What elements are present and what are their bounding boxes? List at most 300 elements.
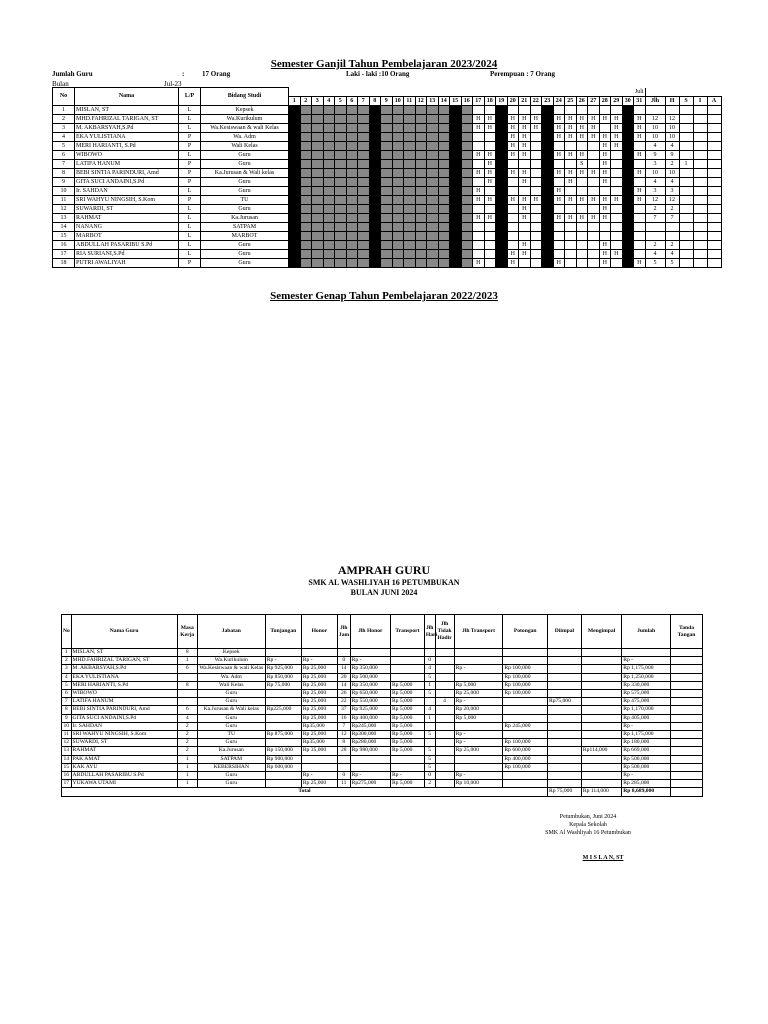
day-cell: H <box>599 204 611 213</box>
day-cell: H <box>634 132 646 141</box>
row-no: 12 <box>53 204 75 213</box>
row-s <box>679 249 693 258</box>
row-i <box>693 249 707 258</box>
pay-jlh-transport: Rp - <box>454 665 503 673</box>
row-jlh: 9 <box>645 150 665 159</box>
day-cell <box>484 132 496 141</box>
pay-jumlah: Rp 1,175,000 <box>622 731 671 739</box>
day-cell: H <box>599 114 611 123</box>
row-nama: SUWARDI, ST <box>75 204 179 213</box>
day-cell: H <box>473 150 485 159</box>
day-cell <box>622 213 634 222</box>
pay-hari: 5 <box>424 763 435 771</box>
pay-tidak <box>435 673 454 681</box>
sign-place-date: Petumbukan, Juni 2024 <box>559 814 617 820</box>
pay-nama: LATIFA HANUM <box>71 698 177 706</box>
day-cell <box>565 231 577 240</box>
day-cell <box>392 114 404 123</box>
row-nama: NANANG <box>75 222 179 231</box>
day-cell <box>588 105 600 114</box>
day-cell <box>404 222 416 231</box>
pay-jlh-honor: Rp 400,000 <box>350 714 390 722</box>
day-cell <box>622 168 634 177</box>
day-cell <box>542 195 554 204</box>
row-a <box>707 240 721 249</box>
payroll-row <box>62 657 703 665</box>
payroll-row <box>62 698 703 706</box>
pay-jumlah: Rp 1,175,000 <box>622 665 671 673</box>
day-cell <box>346 123 358 132</box>
day-cell <box>415 123 427 132</box>
day-cell <box>392 150 404 159</box>
pay-mengimpal <box>581 698 621 706</box>
row-a <box>707 231 721 240</box>
pay-jam: 37 <box>337 706 350 714</box>
pay-honor <box>301 649 337 657</box>
pay-diimpal <box>547 665 581 673</box>
day-cell <box>507 186 519 195</box>
pay-jam: 0 <box>337 772 350 780</box>
day-cell <box>358 141 370 150</box>
pay-masa <box>177 690 197 698</box>
pay-tunjangan: Rp 850,000 <box>265 673 301 681</box>
day-cell <box>346 105 358 114</box>
day-cell <box>289 240 301 249</box>
day-cell <box>496 186 508 195</box>
day-cell: H <box>599 159 611 168</box>
day-cell <box>415 213 427 222</box>
pay-hari: 0 <box>424 657 435 665</box>
day-cell <box>369 159 381 168</box>
day-cell: H <box>565 132 577 141</box>
day-cell <box>622 240 634 249</box>
pay-no: 5 <box>62 681 72 689</box>
day-cell <box>335 105 347 114</box>
day-cell <box>542 231 554 240</box>
day-cell <box>542 249 554 258</box>
pay-transport <box>390 665 424 673</box>
row-lp: P <box>179 168 201 177</box>
day-cell <box>415 177 427 186</box>
day-cell: H <box>576 168 588 177</box>
day-cell: H <box>576 150 588 159</box>
day-cell <box>438 141 450 150</box>
payroll-row <box>62 665 703 673</box>
row-lp: L <box>179 231 201 240</box>
day-cell <box>576 141 588 150</box>
pay-hari: 4 <box>424 706 435 714</box>
pay-transport <box>390 755 424 763</box>
pay-jam: 7 <box>337 722 350 730</box>
pay-mengimpal <box>581 673 621 681</box>
day-cell <box>576 177 588 186</box>
pay-masa <box>177 673 197 681</box>
pay-masa: 2 <box>177 747 197 755</box>
day-cell: H <box>565 213 577 222</box>
payroll-row <box>62 681 703 689</box>
pay-tunjangan <box>265 698 301 706</box>
day-cell <box>496 204 508 213</box>
row-a <box>707 213 721 222</box>
day-cell <box>438 213 450 222</box>
row-nama: GITA SUCI ANDAINI,S.Pd <box>75 177 179 186</box>
day-cell <box>415 186 427 195</box>
day-cell <box>542 123 554 132</box>
row-jlh: 12 <box>645 195 665 204</box>
pay-jabatan: KEBERSIHAN <box>197 763 265 771</box>
day-cell: H <box>588 195 600 204</box>
pay-tunjangan: Rp 925,000 <box>265 665 301 673</box>
payroll-row <box>62 722 703 730</box>
day-header: 8 <box>369 96 381 105</box>
pay-jabatan: SATPAM <box>197 755 265 763</box>
day-cell <box>576 105 588 114</box>
day-cell <box>450 141 462 150</box>
att-col-i: I <box>693 96 707 105</box>
day-header: 30 <box>622 96 634 105</box>
day-cell <box>392 195 404 204</box>
payroll-row <box>62 649 703 657</box>
day-cell <box>542 258 554 267</box>
day-cell <box>358 159 370 168</box>
day-cell <box>634 204 646 213</box>
day-cell <box>530 150 542 159</box>
row-lp: P <box>179 141 201 150</box>
day-cell <box>415 150 427 159</box>
day-header: 31 <box>634 96 646 105</box>
pay-honor: Rp 25,000 <box>301 698 337 706</box>
day-cell <box>634 222 646 231</box>
day-cell <box>438 249 450 258</box>
day-cell <box>450 240 462 249</box>
pay-nama: MHD.FAHRIZAL TARIGAN, ST <box>71 657 177 665</box>
day-cell <box>553 240 565 249</box>
row-bidang: Guru <box>201 186 289 195</box>
day-cell <box>461 177 473 186</box>
day-cell <box>346 177 358 186</box>
row-jlh: 4 <box>645 249 665 258</box>
day-cell <box>300 258 312 267</box>
day-cell <box>312 150 324 159</box>
pay-mengimpal <box>581 780 621 788</box>
day-cell <box>484 249 496 258</box>
pay-tunjangan <box>265 714 301 722</box>
day-cell <box>427 168 439 177</box>
day-cell: H <box>634 123 646 132</box>
pay-jam: 14 <box>337 665 350 673</box>
day-cell <box>496 132 508 141</box>
day-cell <box>496 168 508 177</box>
pay-transport: Rp - <box>390 772 424 780</box>
day-header: 7 <box>358 96 370 105</box>
day-cell <box>450 213 462 222</box>
day-cell <box>599 186 611 195</box>
day-cell <box>335 141 347 150</box>
pay-honor: Rp - <box>301 657 337 665</box>
day-cell <box>323 186 335 195</box>
day-cell <box>496 114 508 123</box>
total-tanda <box>671 788 703 796</box>
day-cell <box>634 159 646 168</box>
day-cell: H <box>484 159 496 168</box>
row-a <box>707 123 721 132</box>
day-cell <box>553 249 565 258</box>
pay-jam <box>337 763 350 771</box>
day-cell <box>415 132 427 141</box>
day-cell: H <box>519 204 531 213</box>
day-cell: H <box>588 168 600 177</box>
pay-honor <box>301 763 337 771</box>
day-cell: H <box>599 213 611 222</box>
day-cell <box>415 231 427 240</box>
pay-tidak <box>435 722 454 730</box>
day-cell <box>588 231 600 240</box>
day-cell <box>484 186 496 195</box>
day-cell <box>381 177 393 186</box>
pay-tunjangan <box>265 739 301 747</box>
row-i <box>693 150 707 159</box>
day-cell <box>312 258 324 267</box>
day-cell <box>323 258 335 267</box>
pay-jumlah: Rp 500,000 <box>622 763 671 771</box>
day-cell: H <box>565 168 577 177</box>
row-jlh: 10 <box>645 123 665 132</box>
day-header: 13 <box>427 96 439 105</box>
day-cell <box>622 249 634 258</box>
pay-honor: Rp35,000 <box>301 739 337 747</box>
col-jlh-transport: Jlh Transport <box>454 615 503 649</box>
col-nama-guru: Nama Guru <box>71 615 177 649</box>
row-no: 18 <box>53 258 75 267</box>
pay-tanda <box>671 681 703 689</box>
day-cell <box>404 186 416 195</box>
day-cell <box>404 249 416 258</box>
day-cell <box>415 240 427 249</box>
row-i <box>693 132 707 141</box>
pay-potongan <box>503 698 548 706</box>
day-cell <box>496 249 508 258</box>
day-cell <box>415 222 427 231</box>
day-cell: H <box>599 258 611 267</box>
pay-potongan: Rp 100,000 <box>503 673 548 681</box>
attendance-row <box>53 132 722 141</box>
day-cell: H <box>553 132 565 141</box>
row-s <box>679 132 693 141</box>
day-cell <box>404 204 416 213</box>
pay-jam: 28 <box>337 747 350 755</box>
pay-transport: Rp 5,000 <box>390 690 424 698</box>
day-cell <box>461 132 473 141</box>
col-no: No <box>62 615 72 649</box>
day-cell <box>622 258 634 267</box>
day-cell <box>415 105 427 114</box>
day-cell <box>323 150 335 159</box>
pay-jumlah: Rp 1,170,000 <box>622 706 671 714</box>
pay-jlh-transport: Rp - <box>454 772 503 780</box>
day-header: 22 <box>530 96 542 105</box>
day-cell <box>588 204 600 213</box>
row-bidang: Wa.Kurikulum <box>201 114 289 123</box>
pay-nama: KAK AYU <box>71 763 177 771</box>
attendance-row <box>53 159 722 168</box>
day-cell <box>461 168 473 177</box>
pay-tidak <box>435 763 454 771</box>
day-cell <box>565 159 577 168</box>
row-no: 17 <box>53 249 75 258</box>
row-a <box>707 177 721 186</box>
day-cell <box>415 168 427 177</box>
row-s <box>679 231 693 240</box>
day-cell <box>542 141 554 150</box>
day-cell <box>369 213 381 222</box>
day-cell <box>415 258 427 267</box>
row-s <box>679 177 693 186</box>
row-lp: P <box>179 132 201 141</box>
day-cell: H <box>588 114 600 123</box>
pay-potongan: Rp 600,000 <box>503 747 548 755</box>
day-cell <box>312 213 324 222</box>
day-cell <box>358 168 370 177</box>
row-s <box>679 150 693 159</box>
day-cell: H <box>530 114 542 123</box>
day-cell: H <box>484 114 496 123</box>
day-cell <box>496 150 508 159</box>
pay-hari: 5 <box>424 747 435 755</box>
day-cell <box>622 150 634 159</box>
pay-transport: Rp 5,000 <box>390 714 424 722</box>
day-cell <box>622 114 634 123</box>
pay-jumlah: Rp 500,000 <box>622 755 671 763</box>
day-cell <box>404 141 416 150</box>
day-cell: H <box>507 195 519 204</box>
pay-no: 11 <box>62 731 72 739</box>
day-cell <box>427 105 439 114</box>
pay-tidak <box>435 739 454 747</box>
total-label: Total <box>62 788 548 796</box>
day-cell <box>461 114 473 123</box>
day-cell <box>461 123 473 132</box>
day-header: 1 <box>289 96 301 105</box>
day-cell <box>438 177 450 186</box>
row-no: 10 <box>53 186 75 195</box>
pay-jumlah: Rp 405,000 <box>622 714 671 722</box>
day-cell <box>323 222 335 231</box>
day-cell <box>312 222 324 231</box>
day-cell <box>415 114 427 123</box>
day-cell <box>323 132 335 141</box>
row-bidang: TU <box>201 195 289 204</box>
day-cell <box>335 249 347 258</box>
day-cell <box>427 141 439 150</box>
day-cell <box>553 231 565 240</box>
col-jabatan: Jabatan <box>197 615 265 649</box>
pay-jlh-honor: Rp 350,000 <box>350 665 390 673</box>
row-a <box>707 222 721 231</box>
day-cell <box>427 186 439 195</box>
day-header: 14 <box>438 96 450 105</box>
day-cell <box>346 222 358 231</box>
pay-potongan <box>503 657 548 665</box>
pay-jam <box>337 755 350 763</box>
row-no: 6 <box>53 150 75 159</box>
colon: : <box>182 70 185 78</box>
row-h: 10 <box>665 132 679 141</box>
day-cell <box>346 186 358 195</box>
col-tanda-tangan: Tanda Tangan <box>671 615 703 649</box>
day-header: 9 <box>381 96 393 105</box>
day-cell <box>335 204 347 213</box>
day-cell <box>473 141 485 150</box>
pay-no: 8 <box>62 706 72 714</box>
row-lp: P <box>179 195 201 204</box>
day-cell <box>496 177 508 186</box>
day-cell <box>312 249 324 258</box>
day-cell <box>335 159 347 168</box>
row-nama: SRI WAHYU NINGSIH, S.Kom <box>75 195 179 204</box>
day-cell <box>427 150 439 159</box>
day-cell <box>381 168 393 177</box>
row-s <box>679 195 693 204</box>
row-nama: Ir. SAHDAN <box>75 186 179 195</box>
semester-ganjil-title: Semester Ganjil Tahun Pembelajaran 2023/2024 <box>270 58 498 70</box>
pay-jlh-transport <box>454 722 503 730</box>
day-cell: H <box>565 114 577 123</box>
day-cell <box>438 168 450 177</box>
pay-mengimpal <box>581 772 621 780</box>
pay-jumlah: Rp 669,000 <box>622 747 671 755</box>
pay-mengimpal <box>581 722 621 730</box>
pay-tunjangan <box>265 772 301 780</box>
pay-jlh-transport: Rp - <box>454 731 503 739</box>
row-lp: P <box>179 258 201 267</box>
pay-jlh-transport <box>454 657 503 665</box>
attendance-row <box>53 177 722 186</box>
day-cell <box>404 240 416 249</box>
att-col-jlh: Jlh <box>645 96 665 105</box>
day-cell <box>576 204 588 213</box>
pay-masa: 1 <box>177 772 197 780</box>
row-jlh: 10 <box>645 168 665 177</box>
day-cell <box>634 177 646 186</box>
row-i <box>693 213 707 222</box>
day-cell <box>323 123 335 132</box>
day-cell <box>381 186 393 195</box>
row-bidang: Kepsek <box>201 105 289 114</box>
day-cell <box>461 222 473 231</box>
day-header: 18 <box>484 96 496 105</box>
pay-no: 13 <box>63 747 70 754</box>
day-cell <box>289 105 301 114</box>
row-i <box>693 159 707 168</box>
day-cell <box>542 213 554 222</box>
day-cell <box>358 132 370 141</box>
day-cell <box>588 150 600 159</box>
row-lp: L <box>179 105 201 114</box>
day-cell <box>404 150 416 159</box>
day-cell: H <box>484 213 496 222</box>
day-cell <box>427 177 439 186</box>
day-cell: H <box>473 213 485 222</box>
day-cell <box>438 123 450 132</box>
total-jumlah: Rp 8,689,000 <box>622 788 671 796</box>
pay-diimpal <box>547 763 581 771</box>
pay-jlh-transport <box>454 649 503 657</box>
row-bidang: Guru <box>201 258 289 267</box>
pay-honor: Rp 25,000 <box>301 681 337 689</box>
row-nama: MISLAN, ST <box>75 105 179 114</box>
pay-hari: 5 <box>424 690 435 698</box>
row-bidang: Wali Kelas <box>201 141 289 150</box>
